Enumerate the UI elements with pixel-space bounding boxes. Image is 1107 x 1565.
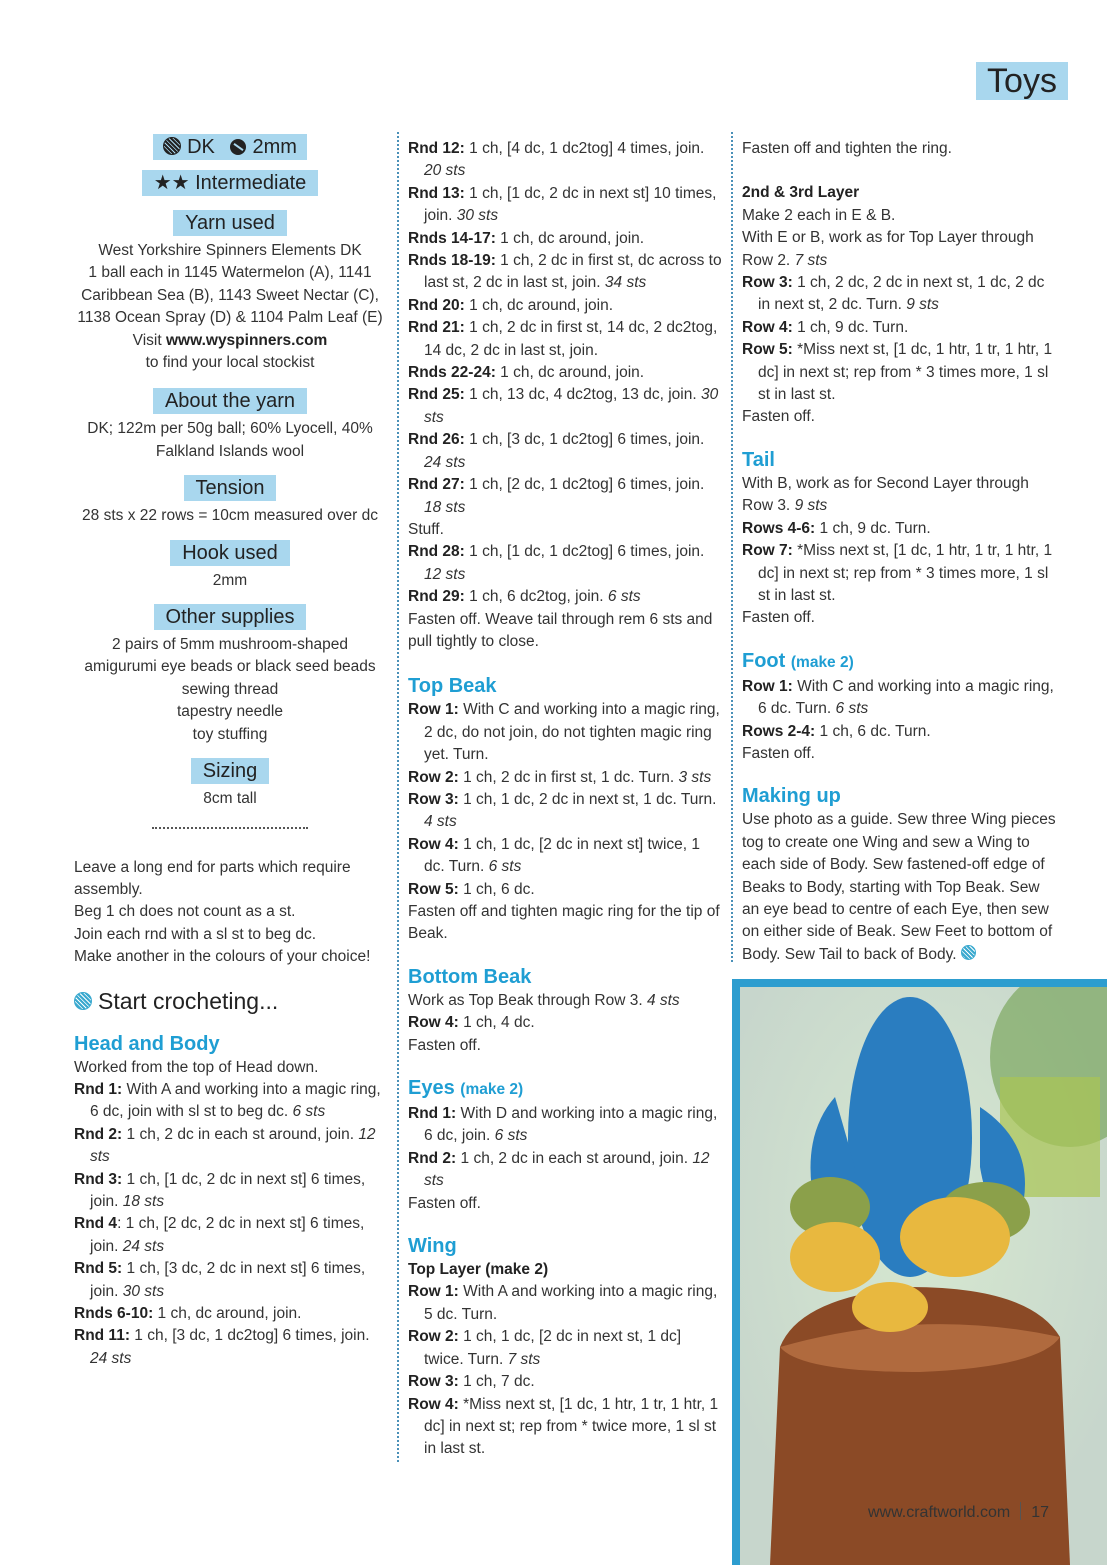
row-instruction: 1 ch, 9 dc. Turn.	[792, 318, 909, 336]
row-label: Rows 2-4:	[742, 722, 816, 740]
row-instruction: With C and working into a magic ring, 2 dc, do not join, do not tighten magic ring yet. Turn.	[424, 701, 720, 764]
bottom-beak-intro	[408, 990, 724, 1012]
row-label: Rnd 28:	[408, 543, 465, 561]
row-instruction: 1 ch, [3 dc, 2 dc in next st] 6 times, join.	[90, 1260, 366, 1300]
pattern-row	[408, 541, 724, 586]
top-beak-rows	[408, 699, 724, 901]
row-instruction: 1 ch, 13 dc, 4 dc2tog, 13 dc, join.	[464, 386, 697, 404]
stitch-count: 18 sts	[122, 1192, 165, 1210]
supplies-title: Other supplies	[154, 604, 307, 630]
yarn-line: 1 ball each in 1145 Watermelon (A), 1141	[88, 264, 372, 282]
row-label: Rnd 1:	[408, 1105, 457, 1123]
supply-item: 2 pairs of 5mm mushroom-shaped	[111, 636, 349, 654]
pattern-row	[408, 834, 724, 879]
yarn-weight: DK	[187, 136, 215, 158]
row-instruction: 1 ch, [1 dc, 1 dc2tog] 6 times, join.	[464, 543, 705, 561]
body-rows-end	[408, 541, 724, 608]
section-tag: Toys	[976, 62, 1068, 100]
row-instruction: 1 ch, 1 dc, [2 dc in next st, 1 dc] twice. Turn.	[424, 1328, 682, 1368]
footer-separator	[1020, 1502, 1021, 1520]
tension-title: Tension	[184, 475, 277, 501]
sizing-text: 8cm tall	[203, 790, 257, 808]
row-instruction: 1 ch, [3 dc, 1 dc2tog] 6 times, join.	[129, 1327, 370, 1345]
about-line: Falkland Islands wool	[155, 442, 305, 460]
row-label: Row 5:	[742, 341, 793, 359]
row-label: Rnd 27:	[408, 476, 465, 494]
about-yarn-text	[74, 418, 386, 463]
row-instruction: 1 ch, 6 dc. Turn.	[815, 722, 931, 740]
pattern-row	[742, 721, 1058, 743]
row-label: Rnd 12:	[408, 140, 465, 157]
yarn-ball-icon	[74, 992, 92, 1010]
column-divider	[397, 132, 399, 1462]
making-up-title: Making up	[742, 785, 841, 808]
row-label: Rnds 22-24:	[408, 364, 496, 382]
row-instruction: 1 ch, 2 dc in first st, 1 dc. Turn.	[458, 768, 675, 786]
layers-line-text: With E or B, work as for Top Layer through Row 2.	[742, 229, 1034, 269]
hook-icon	[230, 139, 246, 155]
stuff-text: Stuff.	[408, 520, 444, 538]
row-instruction: 1 ch, 2 dc in first st, dc across to last st, 2 dc in last st, join.	[424, 252, 722, 292]
pattern-row	[408, 295, 724, 317]
row-label: Row 3:	[408, 1373, 459, 1391]
bottom-beak-intro-text: Work as Top Beak through Row 3.	[408, 991, 643, 1009]
layers-subhead: 2nd & 3rd Layer	[742, 184, 860, 202]
row-instruction: *Miss next st, [1 dc, 1 htr, 1 tr, 1 htr, 1 dc] in next st; rep from * 3 times more, 1 sl st in last st.	[758, 341, 1053, 404]
note-line: Leave a long end for parts which require assembly.	[74, 858, 351, 898]
tail-yellow	[852, 1282, 928, 1332]
pattern-row	[408, 362, 724, 384]
row-instruction: 1 ch, 9 dc. Turn.	[815, 519, 931, 537]
pattern-row	[408, 183, 724, 228]
pattern-row	[74, 1303, 386, 1325]
pattern-row	[408, 1394, 724, 1461]
hook-text: 2mm	[212, 571, 248, 589]
note-line: Join each rnd with a sl st to beg dc.	[74, 925, 317, 943]
tail-intro	[742, 473, 1058, 518]
pattern-row	[408, 1148, 724, 1193]
row-label: Row 3:	[742, 274, 793, 292]
stitch-count: 12 sts	[90, 1125, 376, 1166]
pattern-row	[742, 518, 1058, 540]
row-instruction: 1 ch, 7 dc.	[458, 1373, 535, 1391]
row-instruction: With A and working into a magic ring, 5 dc. Turn.	[424, 1283, 718, 1323]
pattern-row	[742, 272, 1058, 317]
weight-hook-tag	[153, 134, 307, 160]
tail-title: Tail	[742, 448, 775, 471]
stitch-count: 7 sts	[794, 251, 828, 269]
pattern-row	[408, 1326, 724, 1371]
pattern-row	[408, 1103, 724, 1148]
pattern-row	[74, 1325, 386, 1370]
row-instruction: *Miss next st, [1 dc, 1 htr, 1 tr, 1 htr, 1 dc] in next st; rep from * twice more, 1 sl st in last st.	[424, 1395, 719, 1458]
row-instruction: 1 ch, 1 dc, [2 dc in next st] twice, 1 dc. Turn.	[424, 835, 701, 876]
bottom-beak-end: Fasten off.	[408, 1036, 481, 1054]
eyes-rows	[408, 1103, 724, 1193]
supply-item: toy stuffing	[192, 725, 268, 743]
sidebar	[74, 134, 386, 1370]
project-photo	[732, 979, 1107, 1565]
stockist-text: to find your local stockist	[145, 354, 315, 372]
stitch-count: 6 sts	[488, 858, 522, 876]
layers-line	[742, 227, 1058, 272]
eyes-title-text: Eyes	[408, 1077, 455, 1100]
pattern-row	[408, 1012, 724, 1034]
row-instruction: : 1 ch, [2 dc, 2 dc in next st] 6 times, join.	[90, 1215, 365, 1255]
row-instruction: 1 ch, [1 dc, 2 dc in next st] 10 times, join.	[424, 184, 717, 225]
row-label: Rnd 20:	[408, 296, 465, 314]
stitch-count: 30 sts	[122, 1282, 165, 1300]
foot-yellow	[900, 1197, 1010, 1277]
yarn-ball-icon	[163, 137, 181, 155]
row-instruction: With C and working into a magic ring, 6 dc. Turn.	[758, 677, 1054, 718]
row-instruction: 1 ch, 2 dc in each st around, join.	[456, 1149, 688, 1167]
row-label: Rows 4-6:	[742, 519, 816, 537]
pattern-row	[408, 228, 724, 250]
pattern-row	[742, 317, 1058, 339]
supplier-link[interactable]: www.wyspinners.com	[165, 331, 328, 349]
foot-yellow	[790, 1222, 880, 1292]
row-instruction: *Miss next st, [1 dc, 1 htr, 1 tr, 1 htr, 1 dc] in next st; rep from * 3 times more, 1 sl st in last st.	[758, 542, 1053, 604]
row-instruction: 1 ch, 6 dc2tog, join.	[464, 588, 604, 606]
pattern-row	[74, 1124, 386, 1169]
row-label: Rnd 1:	[74, 1080, 123, 1098]
pattern-row	[74, 1079, 386, 1124]
about-yarn-title: About the yarn	[153, 388, 307, 414]
fasten-ring-text: Fasten off and tighten the ring.	[742, 140, 952, 157]
pattern-row	[408, 138, 724, 183]
row-instruction: 1 ch, dc around, join.	[495, 229, 645, 247]
row-label: Rnd 4	[74, 1215, 118, 1233]
stitch-count: 34 sts	[604, 274, 647, 292]
row-instruction: With D and working into a magic ring, 6 dc, join.	[424, 1105, 718, 1145]
column-3	[742, 138, 1058, 966]
row-label: Row 4:	[742, 318, 793, 336]
head-body-title: Head and Body	[74, 1032, 220, 1055]
wing-title: Wing	[408, 1235, 457, 1258]
pattern-row	[742, 676, 1058, 721]
stitch-count: 24 sts	[122, 1237, 165, 1255]
pattern-row	[408, 250, 724, 295]
row-instruction: 1 ch, [1 dc, 2 dc in next st] 6 times, join.	[90, 1170, 366, 1210]
hook-title: Hook used	[170, 540, 290, 566]
column-2	[408, 138, 724, 1461]
stitch-count: 6 sts	[607, 588, 641, 606]
row-instruction: 1 ch, dc around, join.	[495, 364, 645, 382]
row-label: Row 1:	[408, 1283, 459, 1301]
making-up-body: Use photo as a guide. Sew three Wing pieces tog to create one Wing and sew a Wing to each side of Body. Sew fastened-off edge of Beaks to Body, starting with Top Beak. Sew an eye bead to centre of each Eye, then sew on either side of Beak. Sew Feet to bottom of Body. Sew Tail to back of Body.	[742, 811, 1056, 963]
row-label: Rnds 6-10:	[74, 1305, 154, 1322]
pattern-row	[408, 879, 724, 901]
foot-sub: (make 2)	[790, 653, 854, 671]
top-beak-title: Top Beak	[408, 675, 497, 698]
row-label: Row 7:	[742, 542, 793, 560]
yarn-line: Caribbean Sea (B), 1143 Sweet Nectar (C),	[81, 286, 379, 304]
row-label: Rnd 11:	[74, 1327, 130, 1345]
start-heading	[74, 987, 386, 1015]
row-instruction: With A and working into a magic ring, 6 dc, join with sl st to beg dc.	[90, 1080, 381, 1121]
row-label: Rnd 5:	[74, 1260, 123, 1278]
stitch-count: 12 sts	[424, 565, 466, 583]
yarn-used-text	[74, 240, 386, 374]
row-instruction: 1 ch, 1 dc, 2 dc in next st, 1 dc. Turn.	[458, 790, 717, 808]
stitch-count: 30 sts	[456, 207, 499, 225]
tail-end: Fasten off.	[742, 609, 815, 627]
penguin-toy-illustration	[740, 987, 1107, 1565]
stitch-count: 9 sts	[794, 497, 828, 515]
foot-end: Fasten off.	[742, 744, 815, 762]
row-label: Row 4:	[408, 1395, 459, 1413]
wing-subhead: Top Layer (make 2)	[408, 1261, 549, 1279]
pattern-row	[408, 317, 724, 362]
pattern-row	[408, 384, 724, 429]
row-label: Rnd 3:	[74, 1170, 123, 1188]
supply-item: amigurumi eye beads or black seed beads	[84, 658, 376, 676]
tail-rows	[742, 518, 1058, 608]
end-yarn-ball-icon	[961, 945, 976, 960]
foot-title-text: Foot	[742, 649, 786, 672]
row-instruction: 1 ch, 6 dc.	[458, 880, 535, 898]
foot-rows	[742, 676, 1058, 743]
stitch-count: 4 sts	[424, 813, 457, 831]
pattern-row	[742, 540, 1058, 607]
row-instruction: 1 ch, [2 dc, 1 dc2tog] 6 times, join.	[464, 476, 705, 494]
row-instruction: 1 ch, [3 dc, 1 dc2tog] 6 times, join.	[464, 431, 705, 449]
visit-label: Visit	[132, 331, 162, 349]
row-instruction: 1 ch, 2 dc, 2 dc in next st, 1 dc, 2 dc in next st, 2 dc. Turn.	[758, 274, 1045, 314]
stitch-count: 6 sts	[494, 1127, 528, 1145]
row-label: Rnd 13:	[408, 184, 465, 202]
row-instruction: 1 ch, dc around, join.	[464, 296, 614, 314]
row-label: Row 1:	[742, 677, 793, 695]
row-label: Rnds 18-19:	[408, 252, 496, 270]
supply-item: sewing thread	[181, 680, 279, 698]
pattern-row	[74, 1169, 386, 1214]
yarn-line: 1138 Ocean Spray (D) & 1104 Palm Leaf (E)	[77, 309, 383, 327]
row-instruction: 1 ch, 2 dc in each st around, join.	[122, 1125, 354, 1143]
eyes-end: Fasten off.	[408, 1194, 481, 1212]
top-beak-end: Fasten off and tighten magic ring for the tip of Beak.	[408, 903, 720, 943]
row-label: Row 4:	[408, 835, 459, 853]
row-label: Rnd 2:	[74, 1125, 123, 1143]
yarn-used-title: Yarn used	[173, 210, 287, 236]
page-number: 17	[1031, 1504, 1050, 1521]
row-instruction: 1 ch, 2 dc in first st, 14 dc, 2 dc2tog, 14 dc, 2 dc in last st, join.	[424, 319, 718, 359]
notes	[74, 857, 386, 969]
layers-line: Make 2 each in E & B.	[742, 206, 896, 224]
stitch-count: 4 sts	[646, 991, 680, 1009]
layers-end: Fasten off.	[742, 408, 815, 426]
about-line: DK; 122m per 50g ball; 60% Lyocell, 40%	[87, 420, 373, 438]
tension-text: 28 sts x 22 rows = 10cm measured over dc	[82, 507, 378, 525]
pattern-row	[742, 339, 1058, 406]
row-label: Rnd 29:	[408, 588, 465, 606]
tail-intro-text: With B, work as for Second Layer through Row 3.	[742, 474, 1029, 515]
pattern-row	[74, 1213, 386, 1258]
row-label: Rnd 2:	[408, 1149, 457, 1167]
stitch-count: 20 sts	[424, 162, 466, 180]
footer-site[interactable]: www.craftworld.com	[868, 1504, 1011, 1521]
stitch-count: 24 sts	[90, 1349, 132, 1367]
head-body-rows	[74, 1079, 386, 1370]
body-rows	[408, 138, 724, 519]
stitch-count: 24 sts	[424, 453, 466, 471]
pattern-row	[408, 1281, 724, 1326]
column-divider	[731, 132, 733, 962]
footer	[868, 1502, 1049, 1522]
row-label: Row 2:	[408, 1328, 459, 1346]
foot-title	[742, 648, 1058, 676]
stitch-count: 12 sts	[424, 1149, 710, 1190]
row-label: Rnd 26:	[408, 431, 465, 449]
stitch-count: 7 sts	[507, 1350, 541, 1368]
row-label: Row 1:	[408, 701, 459, 719]
stitch-count: 18 sts	[424, 498, 466, 516]
divider	[152, 827, 308, 829]
eyes-sub: (make 2)	[460, 1081, 524, 1099]
pattern-row	[408, 789, 724, 834]
layers-rows	[742, 272, 1058, 406]
pattern-row	[408, 767, 724, 789]
pattern-row	[408, 429, 724, 474]
row-instruction: 1 ch, dc around, join.	[153, 1305, 302, 1322]
yarn-line: West Yorkshire Spinners Elements DK	[98, 242, 362, 259]
row-label: Row 2:	[408, 768, 459, 786]
supplies-text	[74, 634, 386, 746]
stitch-count: 3 sts	[678, 768, 712, 786]
stitch-count: 30 sts	[424, 386, 719, 426]
row-label: Row 4:	[408, 1014, 459, 1032]
row-label: Rnd 21:	[408, 319, 465, 337]
wing-rows	[408, 1281, 724, 1460]
row-instruction: 1 ch, 4 dc.	[458, 1014, 535, 1032]
row-label: Row 5:	[408, 880, 459, 898]
row-label: Rnd 25:	[408, 386, 465, 404]
sizing-title: Sizing	[191, 758, 269, 784]
hook-size: 2mm	[252, 136, 297, 158]
making-up-text	[742, 809, 1058, 966]
note-line: Make another in the colours of your choice!	[74, 948, 371, 966]
level-tag: ★★ Intermediate	[142, 170, 319, 196]
row-label: Row 3:	[408, 790, 459, 808]
row-label: Rnds 14-17:	[408, 229, 496, 247]
supply-item: tapestry needle	[177, 703, 283, 721]
bottom-beak-title: Bottom Beak	[408, 965, 532, 988]
stitch-count: 6 sts	[292, 1103, 326, 1121]
start-heading-text: Start crocheting...	[98, 987, 279, 1014]
row-instruction: 1 ch, [4 dc, 1 dc2tog] 4 times, join.	[464, 140, 705, 157]
eyes-title	[408, 1075, 724, 1103]
stitch-count: 6 sts	[835, 700, 869, 718]
stitch-count: 9 sts	[906, 296, 939, 314]
photo-image	[740, 987, 1107, 1565]
pattern-row	[74, 1258, 386, 1303]
bottom-beak-rows	[408, 1012, 724, 1034]
pattern-row	[408, 1371, 724, 1393]
pattern-row	[408, 474, 724, 519]
pattern-row	[408, 699, 724, 766]
head-body-intro: Worked from the top of Head down.	[74, 1058, 319, 1076]
fasten-weave-text: Fasten off. Weave tail through rem 6 sts and pull tightly to close.	[408, 610, 713, 650]
note-line: Beg 1 ch does not count as a st.	[74, 903, 296, 921]
pattern-row	[408, 586, 724, 608]
